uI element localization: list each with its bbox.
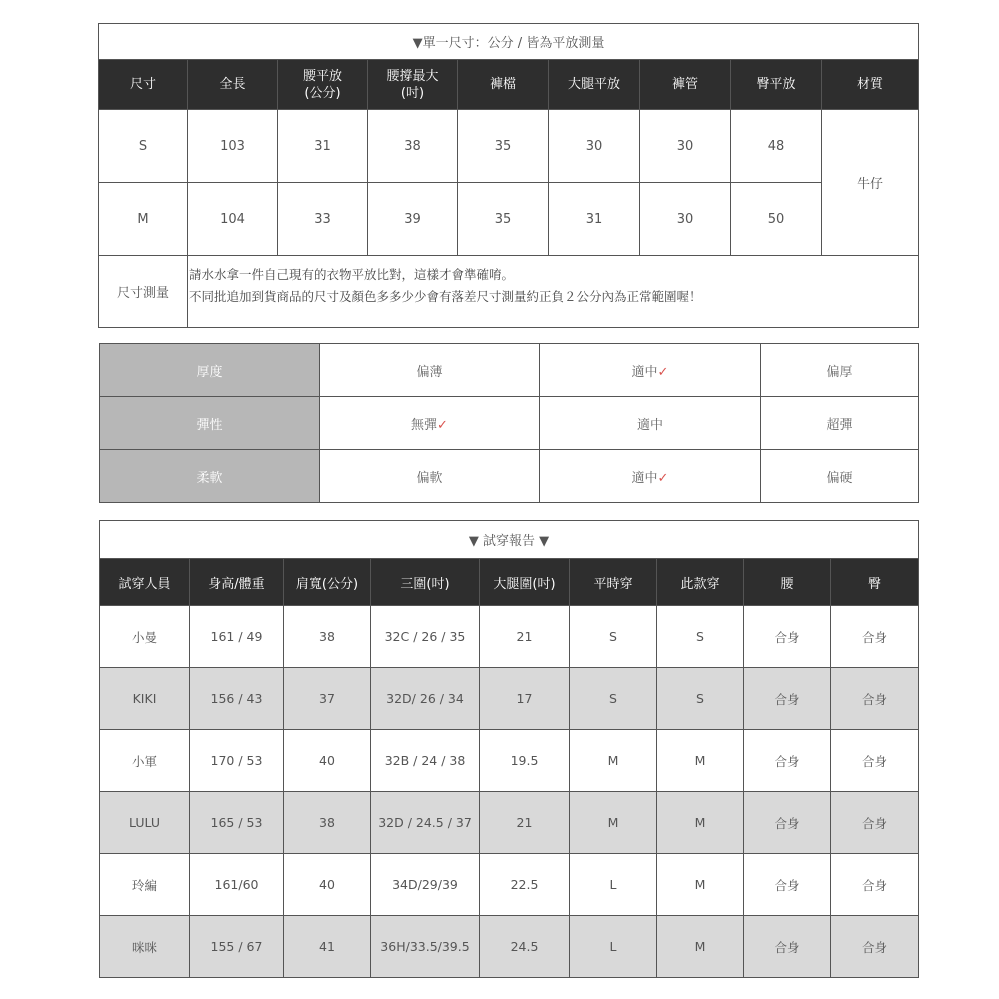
- fabric-option-label: 偏厚: [826, 364, 853, 380]
- tryon-cell: 161/60: [190, 854, 284, 916]
- fabric-label: 彈性: [100, 397, 320, 450]
- fabric-properties-table: [99, 343, 919, 503]
- tryon-row: [100, 916, 919, 978]
- size-cell: 35: [458, 110, 549, 183]
- tryon-cell: 19.5: [480, 730, 570, 792]
- tryon-cell: 合身: [831, 792, 919, 854]
- fabric-option-label: 適中: [631, 470, 658, 486]
- tryon-row: [100, 606, 919, 668]
- tryon-cell: 32D/ 26 / 34: [371, 668, 480, 730]
- tryon-report-table: [99, 520, 919, 978]
- size-cell: 31: [549, 183, 640, 256]
- tryon-header-cell: 腰: [744, 559, 831, 606]
- material-cell: 牛仔: [822, 110, 919, 256]
- measurement-note-row: [99, 256, 919, 328]
- fabric-option: [761, 450, 919, 503]
- fabric-option: [320, 450, 540, 503]
- tryon-cell: 咪咪: [100, 916, 190, 978]
- size-cell: 30: [640, 110, 731, 183]
- tryon-cell: 161 / 49: [190, 606, 284, 668]
- tryon-cell: M: [657, 730, 744, 792]
- tryon-cell: 17: [480, 668, 570, 730]
- tryon-cell: 40: [284, 854, 371, 916]
- size-chart-caption: ▼單一尺寸：公分 / 皆為平放測量: [99, 24, 919, 60]
- tryon-cell: 38: [284, 792, 371, 854]
- size-cell: 35: [458, 183, 549, 256]
- tryon-cell: 41: [284, 916, 371, 978]
- fabric-option-label: 偏硬: [826, 470, 853, 486]
- measurement-note-line: 不同批追加到貨商品的尺寸及顏色多多少少會有落差尺寸測量約正負２公分內為正常範圍喔！: [189, 289, 702, 304]
- tryon-header-cell: 平時穿: [570, 559, 657, 606]
- header-material: 材質: [822, 60, 919, 110]
- header-waist-flat: 腰平放 (公分): [278, 60, 368, 110]
- tryon-cell: L: [570, 916, 657, 978]
- tryon-header-cell: 三圍(吋): [371, 559, 480, 606]
- tryon-cell: 小曼: [100, 606, 190, 668]
- tryon-cell: S: [570, 606, 657, 668]
- size-cell: 30: [549, 110, 640, 183]
- tryon-header-cell: 試穿人員: [100, 559, 190, 606]
- header-size: 尺寸: [99, 60, 188, 110]
- size-chart-header-row: [99, 60, 919, 110]
- size-cell: M: [99, 183, 188, 256]
- header-thigh: 大腿平放: [549, 60, 640, 110]
- header-rise: 褲檔: [458, 60, 549, 110]
- size-cell: 104: [188, 183, 278, 256]
- fabric-row: [100, 344, 919, 397]
- fabric-row: [100, 397, 919, 450]
- fabric-option-label: 適中: [631, 364, 658, 380]
- tryon-cell: 37: [284, 668, 371, 730]
- size-row-m: [99, 183, 919, 256]
- tryon-cell: 36H/33.5/39.5: [371, 916, 480, 978]
- tryon-header-row: [100, 559, 919, 606]
- tryon-cell: M: [657, 916, 744, 978]
- tryon-cell: 合身: [831, 854, 919, 916]
- fabric-option-label: 偏薄: [416, 364, 443, 380]
- check-icon: ✓: [657, 364, 669, 380]
- tryon-cell: 合身: [831, 916, 919, 978]
- tryon-cell: M: [570, 730, 657, 792]
- tryon-cell: 玲編: [100, 854, 190, 916]
- tryon-row: [100, 668, 919, 730]
- fabric-label: 厚度: [100, 344, 320, 397]
- tryon-header-cell: 肩寬(公分): [284, 559, 371, 606]
- tryon-caption: ▼ 試穿報告 ▼: [100, 521, 919, 559]
- size-cell: 48: [731, 110, 822, 183]
- tryon-header-cell: 身高/體重: [190, 559, 284, 606]
- tryon-cell: 34D/29/39: [371, 854, 480, 916]
- tryon-cell: 21: [480, 792, 570, 854]
- header-hip: 臀平放: [731, 60, 822, 110]
- measurement-note-line: 請水水拿一件自己現有的衣物平放比對，這樣才會準確唷。: [189, 267, 515, 282]
- fabric-option-label: 超彈: [826, 417, 853, 433]
- header-waist-max: 腰撐最大 (吋): [368, 60, 458, 110]
- header-length: 全長: [188, 60, 278, 110]
- fabric-option: [320, 397, 540, 450]
- tryon-cell: 156 / 43: [190, 668, 284, 730]
- fabric-option-label: 無彈: [411, 417, 438, 433]
- tryon-cell: 165 / 53: [190, 792, 284, 854]
- tryon-cell: 合身: [744, 792, 831, 854]
- tryon-row: [100, 730, 919, 792]
- tryon-cell: 32C / 26 / 35: [371, 606, 480, 668]
- fabric-option: [540, 344, 761, 397]
- tryon-cell: 合身: [744, 854, 831, 916]
- tryon-cell: 38: [284, 606, 371, 668]
- size-cell: 50: [731, 183, 822, 256]
- size-cell: 103: [188, 110, 278, 183]
- size-cell: 39: [368, 183, 458, 256]
- tryon-cell: 合身: [831, 730, 919, 792]
- tryon-cell: 40: [284, 730, 371, 792]
- fabric-label: 柔軟: [100, 450, 320, 503]
- tryon-cell: 155 / 67: [190, 916, 284, 978]
- tryon-cell: M: [657, 854, 744, 916]
- measurement-note: [188, 256, 919, 328]
- tryon-cell: S: [570, 668, 657, 730]
- fabric-option: [761, 344, 919, 397]
- fabric-option-label: 偏軟: [416, 470, 443, 486]
- tryon-header-cell: 大腿圍(吋): [480, 559, 570, 606]
- size-cell: 31: [278, 110, 368, 183]
- measurement-note-label: 尺寸測量: [99, 256, 188, 328]
- tryon-header-cell: 臀: [831, 559, 919, 606]
- fabric-option: [320, 344, 540, 397]
- tryon-cell: 合身: [744, 916, 831, 978]
- tryon-header-cell: 此款穿: [657, 559, 744, 606]
- tryon-cell: 32D / 24.5 / 37: [371, 792, 480, 854]
- size-chart-table: [98, 23, 919, 328]
- header-leg-opening: 褲管: [640, 60, 731, 110]
- fabric-option: [540, 397, 761, 450]
- fabric-option-label: 適中: [636, 417, 663, 433]
- tryon-cell: 32B / 24 / 38: [371, 730, 480, 792]
- fabric-row: [100, 450, 919, 503]
- tryon-cell: S: [657, 606, 744, 668]
- tryon-cell: 合身: [744, 606, 831, 668]
- tryon-cell: 合身: [831, 668, 919, 730]
- tryon-row: [100, 792, 919, 854]
- tryon-cell: 合身: [744, 730, 831, 792]
- tryon-cell: 22.5: [480, 854, 570, 916]
- tryon-cell: S: [657, 668, 744, 730]
- tryon-cell: KIKI: [100, 668, 190, 730]
- tryon-cell: 合身: [831, 606, 919, 668]
- size-cell: S: [99, 110, 188, 183]
- tryon-cell: 小軍: [100, 730, 190, 792]
- tryon-cell: 170 / 53: [190, 730, 284, 792]
- size-row-s: [99, 110, 919, 183]
- tryon-cell: 21: [480, 606, 570, 668]
- tryon-cell: M: [570, 792, 657, 854]
- tryon-cell: 24.5: [480, 916, 570, 978]
- tryon-cell: M: [657, 792, 744, 854]
- tryon-cell: L: [570, 854, 657, 916]
- tryon-cell: 合身: [744, 668, 831, 730]
- fabric-option: [540, 450, 761, 503]
- check-icon: ✓: [437, 417, 448, 433]
- size-cell: 30: [640, 183, 731, 256]
- fabric-option: [761, 397, 919, 450]
- check-icon: ✓: [657, 470, 669, 486]
- size-cell: 33: [278, 183, 368, 256]
- tryon-cell: LULU: [100, 792, 190, 854]
- tryon-row: [100, 854, 919, 916]
- size-cell: 38: [368, 110, 458, 183]
